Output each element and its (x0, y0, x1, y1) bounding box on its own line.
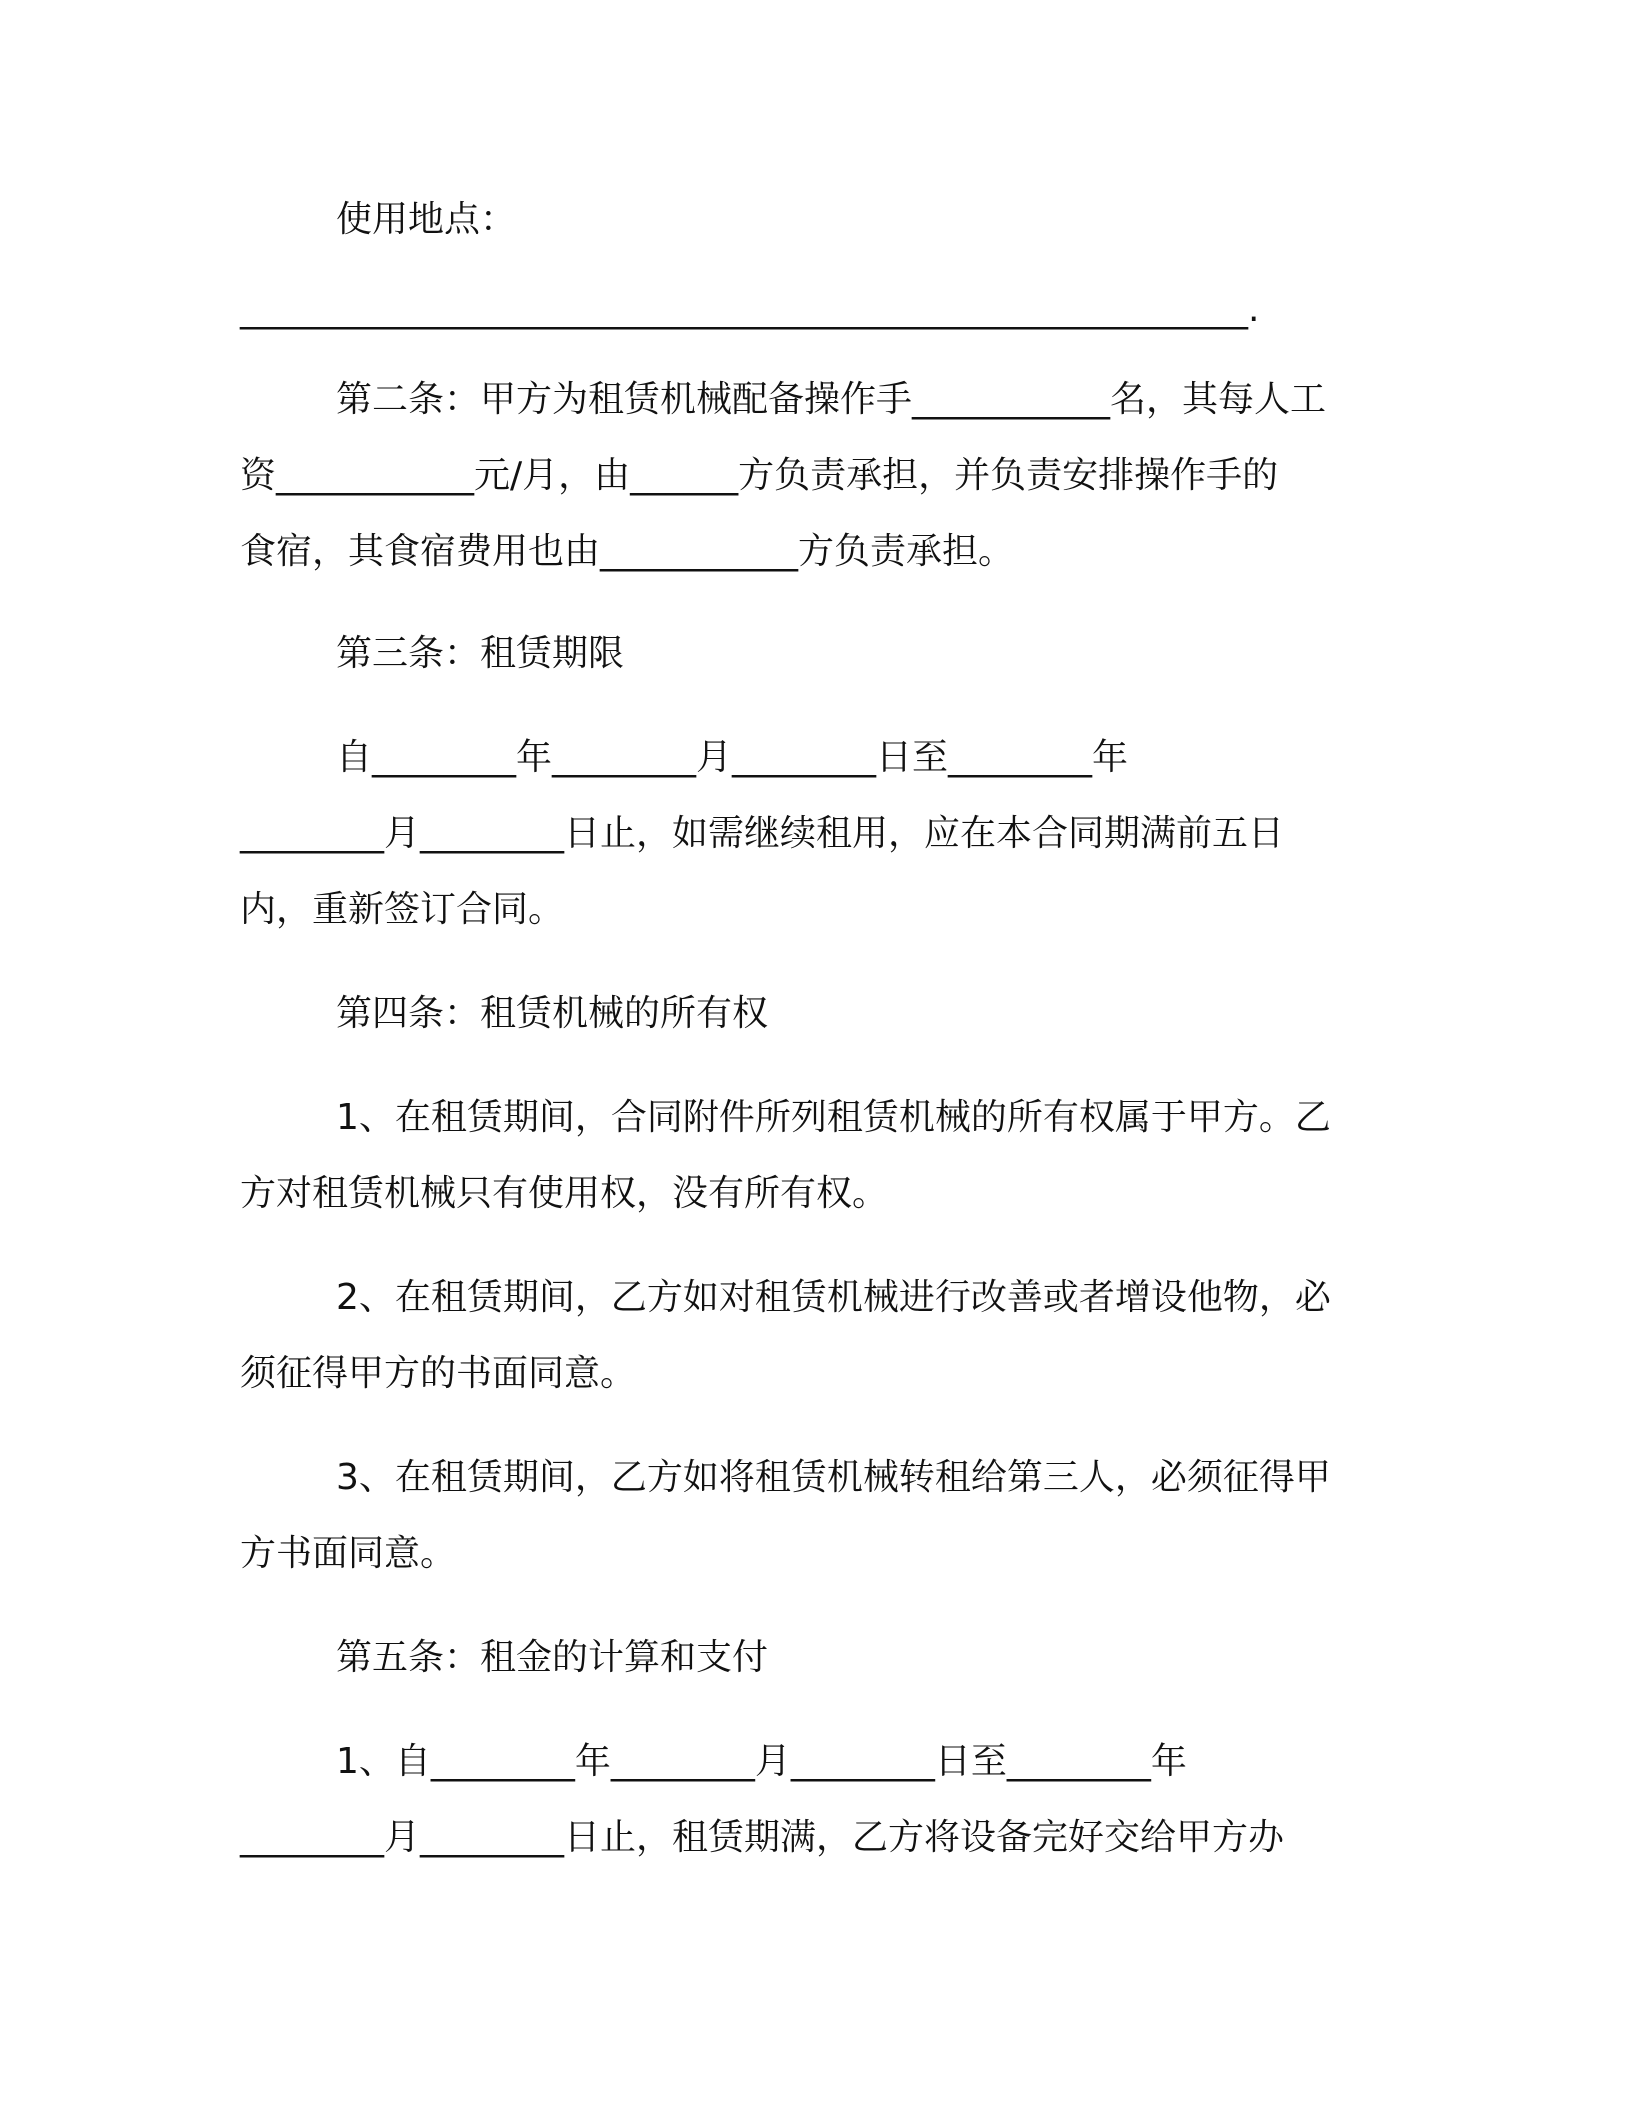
article-2-line-3: 食宿，其食宿费用也由___________方负责承担。 (240, 531, 1015, 572)
article-4-item-2-line-1: 2、在租赁期间，乙方如对租赁机械进行改善或者增设他物，必 (336, 1277, 1331, 1318)
article-3-line-2: ________月________日止，如需继续租用，应在本合同期满前五日 (240, 813, 1285, 854)
article-4-item-3-line-2: 方书面同意。 (240, 1533, 457, 1574)
article-3-line-3: 内，重新签订合同。 (240, 889, 565, 930)
article-5-item-1-line-2: ________月________日止，租赁期满，乙方将设备完好交给甲方办 (240, 1817, 1285, 1858)
article-2-line-2: 资___________元/月，由______方负责承担，并负责安排操作手的 (240, 455, 1279, 496)
article-4-heading: 第四条：租赁机械的所有权 (336, 993, 769, 1034)
usage-location-label: 使用地点： (336, 199, 517, 240)
article-3-heading: 第三条：租赁期限 (336, 633, 625, 674)
article-5-item-1-line-1: 1、自________年________月________日至________年 (336, 1741, 1187, 1782)
article-4-item-3-line-1: 3、在租赁期间，乙方如将租赁机械转租给第三人，必须征得甲 (336, 1457, 1331, 1498)
article-3-line-1: 自________年________月________日至________年 (336, 737, 1128, 778)
article-5-heading: 第五条：租金的计算和支付 (336, 1637, 769, 1678)
article-4-item-2-line-2: 须征得甲方的书面同意。 (240, 1353, 637, 1394)
usage-location-blank: ________________________________________________________. (240, 289, 1260, 330)
article-4-item-1-line-2: 方对租赁机械只有使用权，没有所有权。 (240, 1173, 889, 1214)
article-2-line-1: 第二条：甲方为租赁机械配备操作手___________名，其每人工 (336, 379, 1327, 420)
article-4-item-1-line-1: 1、在租赁期间，合同附件所列租赁机械的所有权属于甲方。乙 (336, 1097, 1331, 1138)
